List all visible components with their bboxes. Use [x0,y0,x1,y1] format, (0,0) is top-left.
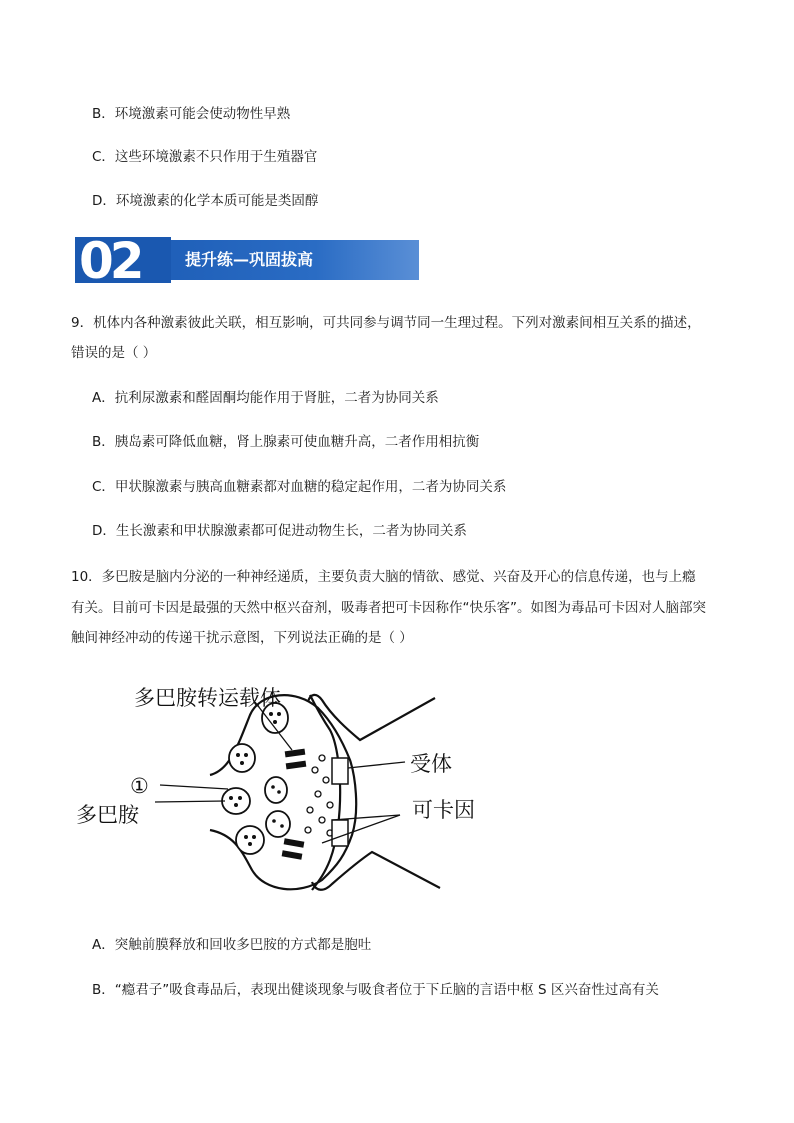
synapse-diagram [60,670,500,910]
q10-stem-line2: 有关。目前可卡因是最强的天然中枢兴奋剂，吸毒者把可卡因称作“快乐客”。如图为毒品可卡因对人脑部突 [71,600,706,616]
label-receptor: 受体 [410,752,452,776]
q9-option-d: D．生长激素和甲状腺激素都可促进动物生长，二者为协同关系 [92,523,467,539]
q9-option-a: A．抗利尿激素和醛固酮均能作用于肾脏，二者为协同关系 [92,390,439,406]
section-banner [75,237,345,283]
q9-stem-line2: 错误的是（ ） [71,345,157,361]
q10-stem-line3: 触间神经冲动的传递干扰示意图，下列说法正确的是（ ） [71,630,413,646]
banner-number: 02 [79,237,141,283]
label-transporter: 多巴胺转运载体 [134,686,281,710]
dopamine-molecules [305,755,333,836]
q9-stem-line1: 9．机体内各种激素彼此关联，相互影响，可共同参与调节同一生理过程。下列对激素间相互关系的描述， [71,315,701,331]
postsynaptic-membrane [310,695,340,890]
q8-option-d: D．环境激素的化学本质可能是类固醇 [92,193,319,209]
q9-option-b: B．胰岛素可降低血糖，肾上腺素可使血糖升高，二者作用相抗衡 [92,434,480,450]
transporter-bars [282,749,307,860]
q10-option-a: A．突触前膜释放和回收多巴胺的方式都是胞吐 [92,937,372,953]
label-dopamine: 多巴胺 [76,803,139,827]
banner-number-graphic [75,237,175,283]
banner-title: 提升练—巩固拔高 [185,250,314,269]
q9-option-c: C．甲状腺激素与胰高血糖素都对血糖的稳定起作用，二者为协同关系 [92,479,507,495]
q8-option-c: C．这些环境激素不只作用于生殖器官 [92,149,318,165]
q10-option-b: B．“瘾君子”吸食毒品后，表现出健谈现象与吸食者位于下丘脑的言语中枢 S 区兴奋性过高有关 [92,982,659,998]
vesicles [222,703,290,854]
label-marker-1: ① [130,774,149,798]
label-cocaine: 可卡因 [412,798,475,822]
q10-stem-line1: 10．多巴胺是脑内分泌的一种神经递质，主要负责大脑的情欲、感觉、兴奋及开心的信息传递，也与上瘾 [71,569,696,585]
q8-option-b: B．环境激素可能会使动物性早熟 [92,106,291,122]
